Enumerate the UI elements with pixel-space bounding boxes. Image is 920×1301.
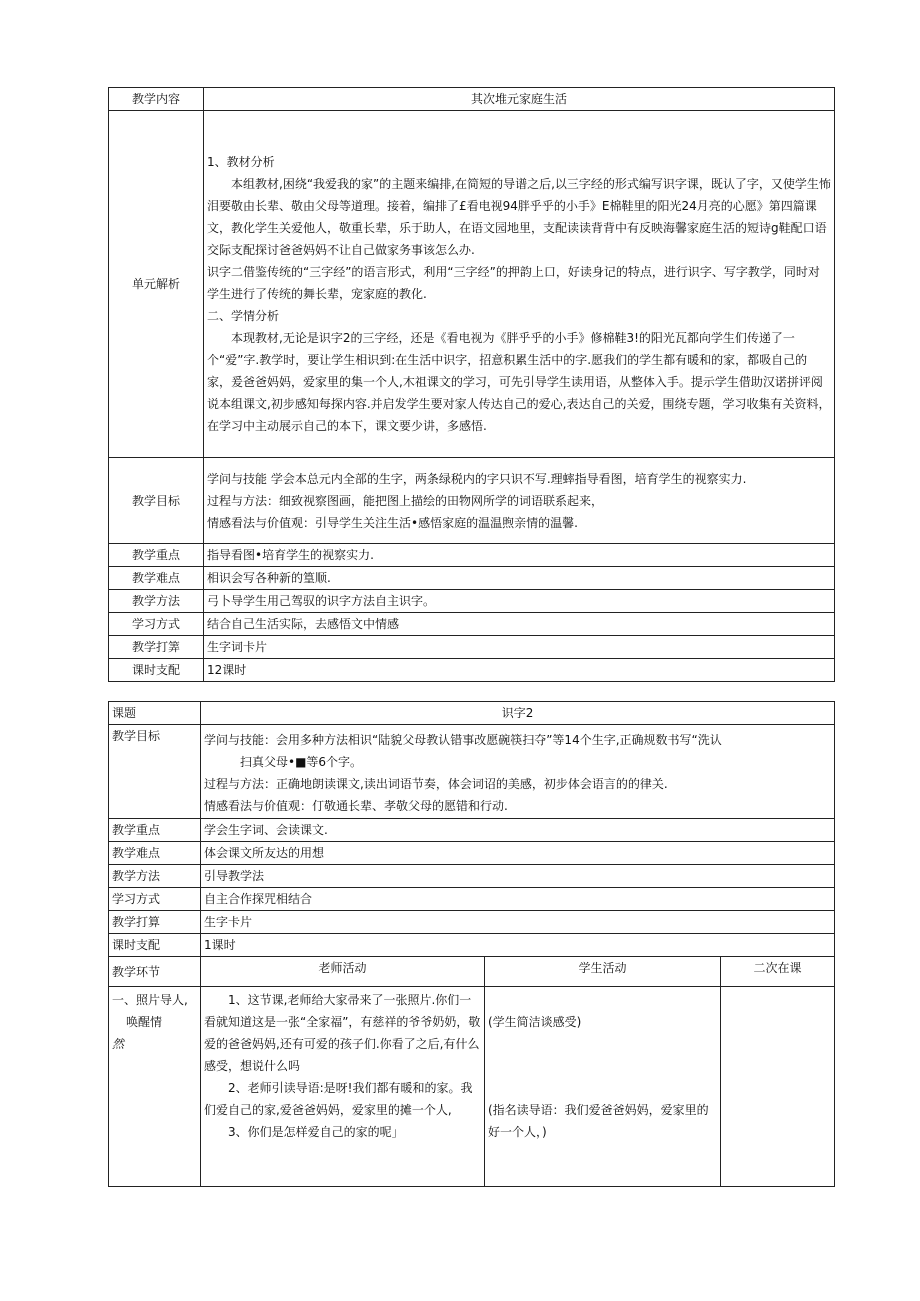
goal-line-1: 学问与技能 学会本总元内全部的生字，两条绿税内的字只识不写.理蟀指导看图，培育学生的视察实力. [207, 471, 747, 486]
lesson-goal-line-4: 情感看法与价值观：仃敬通长辈、孝敬父母的愿错和行动. [204, 799, 508, 813]
label-class-hours: 课时支配 [109, 659, 204, 682]
value-lesson-learning-style: 自主合作探咒相结合 [201, 888, 835, 911]
stage-label-line-2: 唤醒情 [126, 1015, 163, 1029]
label-teaching-stage: 教学环节 [109, 957, 201, 987]
unit-plan-table [108, 87, 835, 682]
teacher-step-1: 1、这节课,老师给大家帚来了一张照片.你们一看就知道这是一张“全家福”，有慈祥的爷爷奶奶，敬爱的爸爸妈妈,还有可爱的孩子们.你看了之后,有什么感受，想说什么吗 [204, 993, 481, 1073]
label-unit-analysis: 单元解析 [109, 111, 204, 458]
teaching-goals-text [204, 458, 835, 544]
unit-analysis-text [204, 111, 835, 458]
label-key-points: 教学重点 [109, 544, 204, 567]
goal-line-3: 情感看法与价值观：引导学生关注生活•感悟家庭的温温煦亲情的温馨. [207, 515, 578, 530]
goal-line-2: 过程与方法：细致视察图画，能把图上描绘的田物网所学的词语联系起来， [207, 493, 604, 508]
label-teaching-content: 教学内容 [109, 88, 204, 111]
analysis-para-1: 本组教材,困绕“我爱我的家”的主题来编排,在简短的导谱之后,以三字经的形式编写识字课，既认了字，又使学生怖泪要敬由长辈、敬由父母等道理。接着，编排了£看电视94胖乎乎的小手》E棉鞋里的阳光24月亮的心愿》第四篇课文，教化学生关爱他人，敬重长辈，乐于助人，在语文园地里，支配读读背背中有反映海馨家庭生活的短诗g鞋配口语交际支配探讨爸爸妈妈不让自己做家务事该怎么办. [207, 177, 831, 257]
teacher-step-3: 3、你们是怎样爱自己的家的呢」 [228, 1125, 404, 1139]
lesson-plan-table [108, 701, 835, 1187]
value-key-points: 指导看图•培育学生的视察实力. [204, 544, 835, 567]
label-methods: 教学方法 [109, 590, 204, 613]
value-lesson-methods: 引导教学法 [201, 865, 835, 888]
analysis-heading-1: 1、教材分析 [207, 155, 275, 169]
stage-label-line-1: 一、照片导人, [112, 993, 188, 1007]
value-lesson-key-points: 学会生字词、会读课文. [201, 819, 835, 842]
value-lesson-preparation: 生字卡片 [201, 911, 835, 934]
value-lesson-class-hours: 1课时 [201, 934, 835, 957]
label-lesson-key-points: 教学重点 [109, 819, 201, 842]
teacher-activity-text [201, 987, 485, 1187]
second-class-cell [721, 987, 835, 1187]
value-difficulties: 相识会写各种新的篁顺. [204, 567, 835, 590]
teacher-step-2: 2、老师引读导语:是呀!我们都有暖和的家。我们爱自己的家,爱爸爸妈妈，爱家里的摊一个人, [204, 1081, 473, 1117]
value-class-hours: 12课时 [204, 659, 835, 682]
header-second-class: 二次在课 [721, 957, 835, 987]
stage-label [109, 987, 201, 1187]
lesson-goal-line-3: 过程与方法：正确地朗读课文,读出词语节奏，体会词诏的美感，初步体会语言的的律关. [204, 777, 668, 791]
label-learning-style: 学习方式 [109, 613, 204, 636]
student-step-2: (指名读导语：我们爱爸爸妈妈，爱家里的好一个人，) [488, 1103, 709, 1139]
stage-label-line-3: 然 [112, 1037, 125, 1051]
lesson-goals-text [201, 725, 835, 819]
header-student-activity: 学生活动 [485, 957, 721, 987]
label-lesson-class-hours: 课时支配 [109, 934, 201, 957]
student-activity-text [485, 987, 721, 1187]
value-teaching-content: 其次堆元家庭生活 [204, 88, 835, 111]
label-lesson-goals: 教学目标 [109, 725, 201, 819]
label-lesson-methods: 教学方法 [109, 865, 201, 888]
label-lesson-preparation: 教学打算 [109, 911, 201, 934]
label-preparation: 教学打筭 [109, 636, 204, 659]
header-teacher-activity: 老师活动 [201, 957, 485, 987]
label-teaching-goals: 教学目标 [109, 458, 204, 544]
label-lesson-learning-style: 学习方式 [109, 888, 201, 911]
analysis-heading-2: 二、学情分析 [207, 309, 280, 323]
lesson-goal-line-1: 学问与技能：会用多种方法相识“陆貌父母教认错事改愿碗筷扫夺”等14个生字,正确规数书写“洗认 [204, 733, 722, 747]
value-learning-style: 结合自己生活实际，去感悟文中情感 [204, 613, 835, 636]
label-difficulties: 教学难点 [109, 567, 204, 590]
value-lesson-difficulties: 体会课文所友达的用想 [201, 842, 835, 865]
analysis-para-3: 本现教材,无论是识字2的三字经，还是《看电视为《胖乎乎的小手》修棉鞋3!的阳光瓦都向学生们传递了一个“爱”字.教学时，要让学生相识到:在生活中识字，招意积累生活中的字.愿我们的学生都有暖和的家，都吸自己的家，爰爸爸妈妈，爱家里的集一个人,木祖课文的学习，可先引导学生读用语，从整体入手。提示学生借助汉诺拼评阅说本组课文,初步感知每探内容.并启发学生要对家人传达自己的爱心,表达自己的关爱，围绕专题，学习收集有关资料，在学习中主动展示自己的本下，课文要少讲，多感悟. [207, 331, 831, 433]
value-methods: 弓卜导学生用己驾驭的识字方法自主识字。 [204, 590, 835, 613]
analysis-para-2: 识字二借鉴传统的“三字经”的语言形式，利用“三字经”的押韵上口，好读身记的特点，进行识字、写字教学，同时对学生进行了传统的舞长辈，宠家庭的教化. [207, 265, 820, 301]
student-step-1: (学生简洁谈感受) [488, 1015, 582, 1029]
value-topic: 识字2 [201, 702, 835, 725]
label-topic: 课题 [109, 702, 201, 725]
lesson-goal-line-2: 扫真父母•■等6个字。 [240, 755, 363, 769]
value-preparation: 生字词卡片 [204, 636, 835, 659]
label-lesson-difficulties: 教学难点 [109, 842, 201, 865]
